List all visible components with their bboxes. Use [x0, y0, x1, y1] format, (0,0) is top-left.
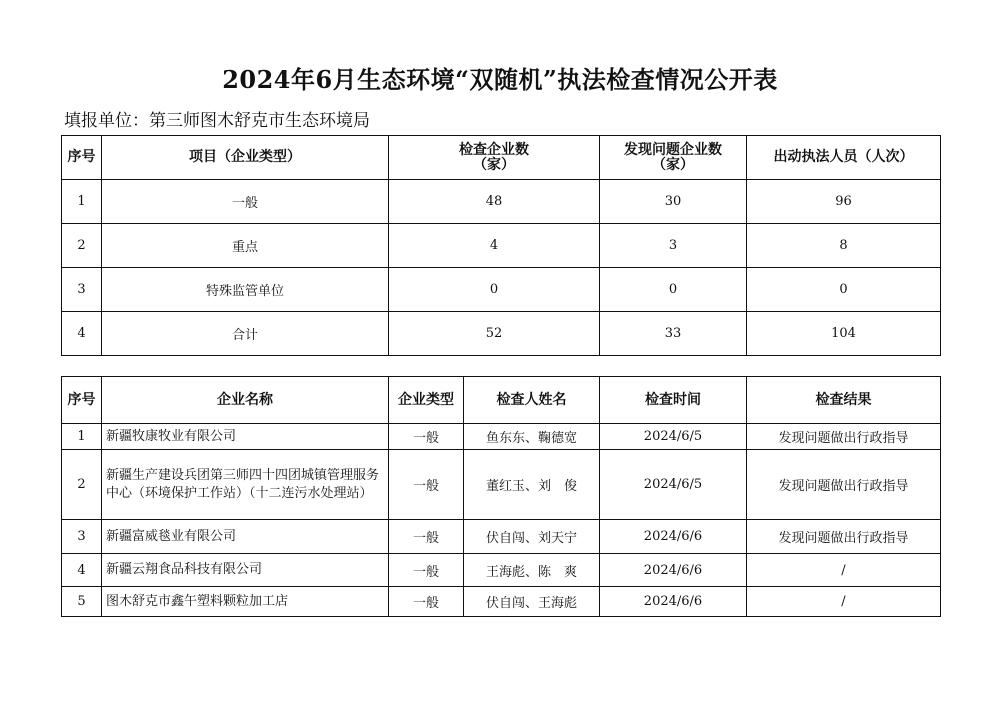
cell-company-type: 一般	[389, 587, 464, 617]
header-inspection-result: 检查结果	[747, 377, 941, 424]
table-row	[62, 587, 941, 617]
cell-seq: 2	[62, 450, 102, 520]
cell-inspected: 0	[389, 268, 600, 312]
cell-seq: 4	[62, 554, 102, 587]
cell-seq: 1	[62, 180, 102, 224]
header-inspectors: 检查人姓名	[464, 377, 600, 424]
cell-problems: 0	[600, 268, 747, 312]
cell-seq: 4	[62, 312, 102, 356]
cell-staff: 104	[747, 312, 941, 356]
cell-inspection-date: 2024/6/5	[600, 450, 747, 520]
header-staff: 出动执法人员（人次）	[747, 136, 941, 180]
cell-staff: 8	[747, 224, 941, 268]
summary-header-row	[62, 136, 941, 180]
cell-staff: 0	[747, 268, 941, 312]
cell-company-name: 新疆富威毯业有限公司	[102, 520, 389, 554]
cell-inspection-date: 2024/6/6	[600, 587, 747, 617]
cell-item: 一般	[102, 180, 389, 224]
cell-seq: 3	[62, 520, 102, 554]
table-row	[62, 554, 941, 587]
header-inspected	[389, 136, 600, 180]
cell-inspected: 52	[389, 312, 600, 356]
cell-inspectors: 伏自闯、刘天宁	[464, 520, 600, 554]
header-item: 项目（企业类型）	[102, 136, 389, 180]
header-inspected-line1: 检查企业数	[459, 141, 529, 158]
header-company-name: 企业名称	[102, 377, 389, 424]
header-problems-line1: 发现问题企业数	[624, 141, 722, 158]
cell-item: 特殊监管单位	[102, 268, 389, 312]
cell-staff: 96	[747, 180, 941, 224]
reporting-unit: 填报单位：第三师图木舒克市生态环境局	[64, 111, 370, 131]
header-problems	[600, 136, 747, 180]
cell-problems: 33	[600, 312, 747, 356]
cell-inspectors: 伏自闯、王海彪	[464, 587, 600, 617]
cell-company-name: 新疆生产建设兵团第三师四十四团城镇管理服务中心（环境保护工作站）（十二连污水处理站）	[102, 450, 389, 520]
cell-company-type: 一般	[389, 520, 464, 554]
cell-problems: 3	[600, 224, 747, 268]
cell-company-name: 图木舒克市鑫午塑料颗粒加工店	[102, 587, 389, 617]
cell-seq: 5	[62, 587, 102, 617]
table-row	[62, 520, 941, 554]
cell-inspected: 4	[389, 224, 600, 268]
table-row	[62, 312, 941, 356]
detail-table	[61, 376, 941, 617]
cell-seq: 1	[62, 424, 102, 450]
summary-table	[61, 135, 941, 356]
cell-inspectors: 鱼东东、鞠德宽	[464, 424, 600, 450]
header-inspection-date: 检查时间	[600, 377, 747, 424]
cell-inspection-result: /	[747, 587, 941, 617]
cell-item: 合计	[102, 312, 389, 356]
table-row	[62, 450, 941, 520]
table-row	[62, 424, 941, 450]
header-seq: 序号	[62, 377, 102, 424]
cell-inspection-date: 2024/6/6	[600, 520, 747, 554]
header-problems-line2: （家）	[652, 156, 694, 173]
cell-inspection-result: 发现问题做出行政指导	[747, 424, 941, 450]
cell-inspection-date: 2024/6/6	[600, 554, 747, 587]
cell-inspected: 48	[389, 180, 600, 224]
cell-problems: 30	[600, 180, 747, 224]
header-seq: 序号	[62, 136, 102, 180]
cell-inspectors: 董红玉、刘 俊	[464, 450, 600, 520]
cell-company-name: 新疆云翔食品科技有限公司	[102, 554, 389, 587]
cell-seq: 2	[62, 224, 102, 268]
cell-inspection-date: 2024/6/5	[600, 424, 747, 450]
table-row	[62, 180, 941, 224]
header-inspected-line2: （家）	[473, 156, 515, 173]
cell-seq: 3	[62, 268, 102, 312]
cell-inspection-result: 发现问题做出行政指导	[747, 450, 941, 520]
cell-company-name: 新疆牧康牧业有限公司	[102, 424, 389, 450]
detail-header-row	[62, 377, 941, 424]
cell-inspectors: 王海彪、陈 爽	[464, 554, 600, 587]
cell-company-type: 一般	[389, 424, 464, 450]
page-title: 2024年6月生态环境“双随机”执法检查情况公开表	[222, 65, 778, 94]
cell-inspection-result: 发现问题做出行政指导	[747, 520, 941, 554]
cell-company-type: 一般	[389, 554, 464, 587]
cell-inspection-result: /	[747, 554, 941, 587]
table-row	[62, 268, 941, 312]
cell-company-type: 一般	[389, 450, 464, 520]
cell-item: 重点	[102, 224, 389, 268]
header-company-type: 企业类型	[389, 377, 464, 424]
table-row	[62, 224, 941, 268]
